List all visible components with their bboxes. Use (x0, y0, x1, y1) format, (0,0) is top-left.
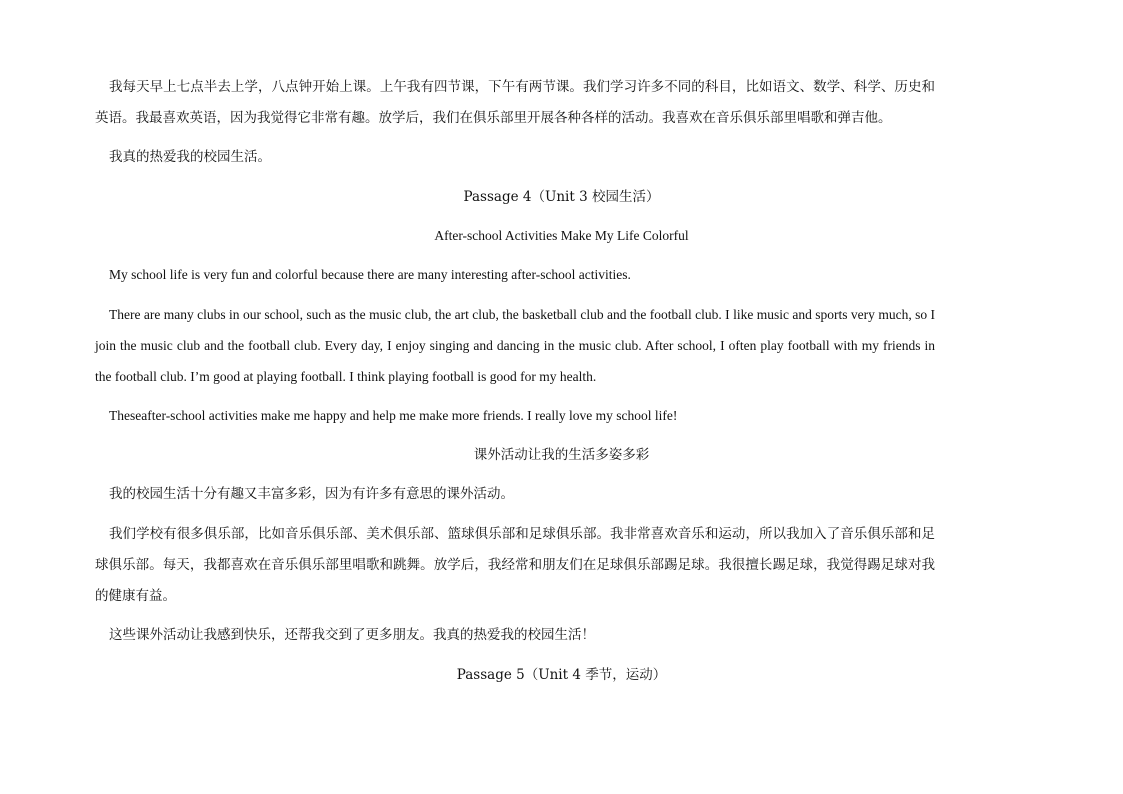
passage-4-title-chinese: 课外活动让我的生活多姿多彩 (473, 447, 650, 463)
passage-4-heading: Passage 4（Unit 3 校园生活） (463, 189, 660, 205)
chinese-paragraph-1: 我的校园生活十分有趣又丰富多彩，因为有许多有意思的课外活动。 (109, 486, 514, 502)
paragraph-love-school-life: 我真的热爱我的校园生活。 (109, 149, 271, 165)
english-paragraph-1: My school life is very fun and colorful because there are many interesting after-school activities. (109, 267, 631, 282)
passage-5-heading: Passage 5（Unit 4 季节，运动） (456, 667, 667, 683)
chinese-paragraph-2: 我们学校有很多俱乐部，比如音乐俱乐部、美术俱乐部、篮球俱乐部和足球俱乐部。我非常喜欢音乐和运动，所以我加入了音乐俱乐部和足球俱乐部。每天，我都喜欢在音乐俱乐部里唱歌和跳舞。放学后，我经常和朋友们在足球俱乐部踢足球。我很擅长踢足球，我觉得踢足球对我的健康有益。 (95, 526, 935, 604)
paragraph-daily-routine: 我每天早上七点半去上学，八点钟开始上课。上午我有四节课，下午有两节课。我们学习许多不同的科目，比如语文、数学、科学、历史和英语。我最喜欢英语，因为我觉得它非常有趣。放学后，我们在俱乐部里开展各种各样的活动。我喜欢在音乐俱乐部里唱歌和弹吉他。 (95, 79, 935, 126)
english-paragraph-2: There are many clubs in our school, such as the music club, the art club, the basketball club and the football club. I like music and sports very much, so I join the music club and the football club. Every day, I enjoy singing and dancing in the music club. After school, I often play football with my friends in the football club. I’m good at playing football. I think playing football is good for my health. (95, 307, 935, 384)
chinese-paragraph-3: 这些课外活动让我感到快乐，还帮我交到了更多朋友。我真的热爱我的校园生活！ (109, 627, 595, 643)
english-paragraph-3: Theseafter-school activities make me happy and help me make more friends. I really love my school life! (109, 408, 678, 423)
passage-4-title-english: After-school Activities Make My Life Colorful (434, 228, 689, 243)
